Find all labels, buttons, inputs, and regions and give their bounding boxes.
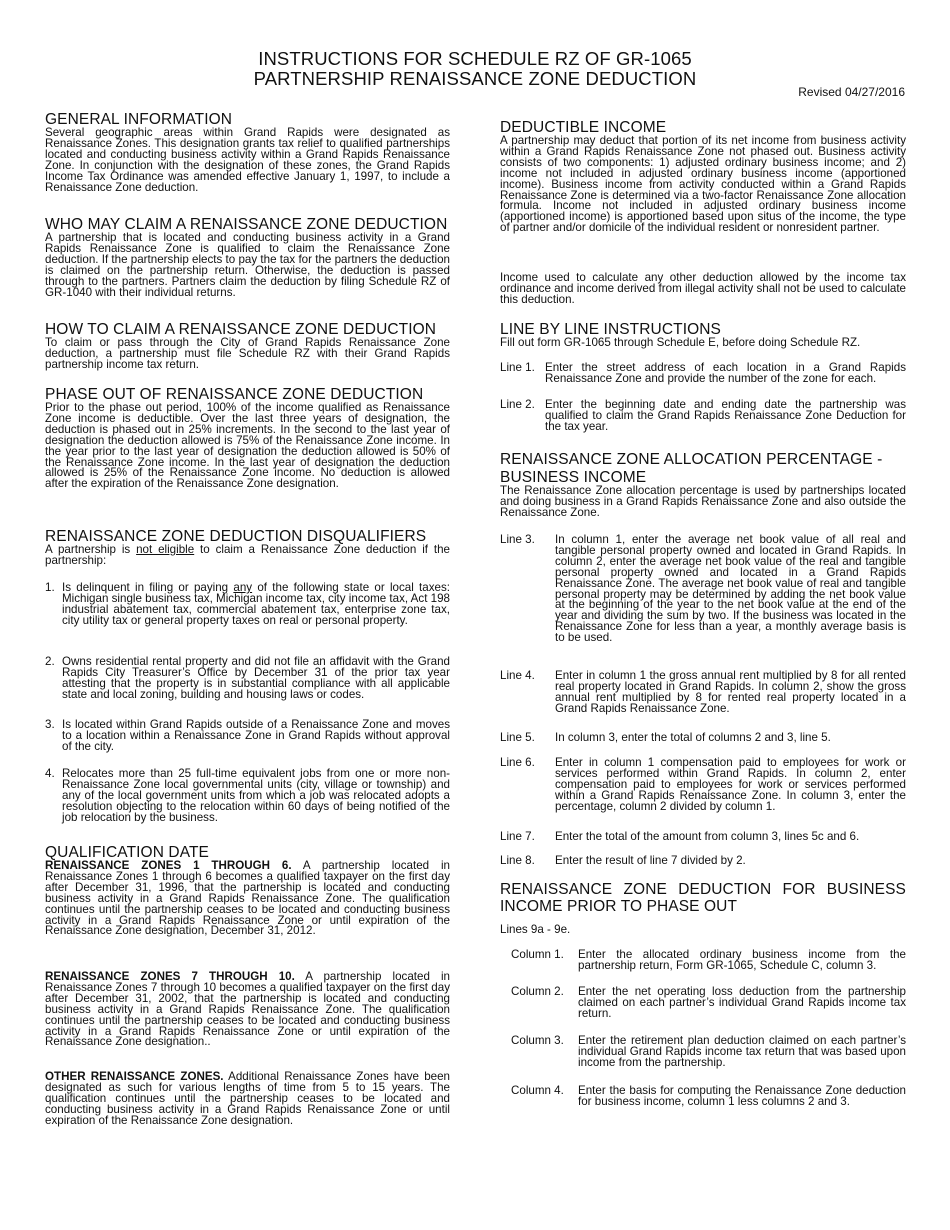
column-instruction [500, 1036, 906, 1069]
line-instruction [500, 535, 906, 644]
column-text: Enter the allocated ordinary business income from the partnership return, Form GR-1065, Schedule C, column 3. [578, 948, 906, 972]
zones-1-6-paragraph: RENAISSANCE ZONES 1 THROUGH 6. A partnership located in Renaissance Zones 1 through 6 becomes a qualified taxpayer on the first day after December 31, 1996, that the partnership is located and conducting business activity in a Grand Rapids Renaissance Zone. The qualification continues until the partnership ceases to be located and conducting business activity in a Grand Rapids Renaissance Zone or until expiration of the Renaissance Zone designation, December 31, 2012. [45, 859, 450, 938]
deductible-income-text: A partnership may deduct that portion of its net income from business activity within a Grand Rapids Renaissance Zone not phased out. Business activity consists of two components: 1) adjusted ordinary business income; and 2) income not included in adjusted ordinary business income (apportioned income). Business income from activity conducted within a Grand Rapids Renaissance Zone is determined via a two-factor Renaissance Zone allocation formula. Income not included in adjusted ordinary business income (apportioned income) is apportioned based upon situs of the income, the type of partner and/or domicile of the individual resident or nonresident partner. [500, 134, 906, 235]
general-information-heading: GENERAL INFORMATION [45, 111, 233, 128]
general-information-section [45, 111, 450, 193]
other-zones-section [45, 1072, 450, 1127]
other-zones-paragraph: OTHER RENAISSANCE ZONES. Additional Renaissance Zones have been designated as such for various lengths of time from 5 to 15 years. The qualification continues until the partnership ceases to be located and conducting business activity in a Grand Rapids Renaissance Zone or until expiration of the Renaissance Zone designation. [45, 1070, 450, 1127]
deductible-income-note-text: Income used to calculate any other deduction allowed by the income tax ordinance and income derived from illegal activity shall not be used to calculate this deduction. [500, 271, 907, 306]
line-number: Line 2. [500, 398, 535, 411]
document-title-line-1: INSTRUCTIONS FOR SCHEDULE RZ OF GR-1065 [258, 48, 692, 69]
line-instruction [500, 856, 906, 867]
disqualifier-number: 1. [45, 581, 55, 594]
disqualifier-item [45, 583, 450, 627]
how-to-claim-text: To claim or pass through the City of Grand Rapids Renaissance Zone deduction, a partnership must file Schedule RZ with their Grand Rapids partnership income tax return. [45, 336, 450, 371]
line-instruction [500, 671, 906, 715]
allocation-percentage-section [500, 451, 906, 519]
line-instruction [500, 400, 906, 433]
allocation-heading-line-1: RENAISSANCE ZONE ALLOCATION PERCENTAGE - [500, 451, 883, 468]
disqualifier-text: Is delinquent in filing or paying any of the following state or local taxes: Michigan single business tax, Michigan income tax, city income tax, Act 198 industrial abatement tax, commercial abatement tax, enterprise zone tax, city utility tax or general property taxes on real or personal property. [62, 581, 450, 627]
line-instruction [500, 363, 906, 385]
column-instruction [500, 987, 906, 1020]
disqualifiers-heading: RENAISSANCE ZONE DEDUCTION DISQUALIFIERS [45, 528, 427, 545]
column-text: Enter the net operating loss deduction from the partnership claimed on each partner’s individual Grand Rapids income tax return. [578, 985, 906, 1020]
disqualifier-item [45, 657, 450, 701]
allocation-heading-line-2: BUSINESS INCOME [500, 469, 647, 486]
revised-date: Revised 04/27/2016 [798, 85, 905, 99]
line-number: Line 5. [500, 731, 535, 744]
zones-7-10-section [45, 972, 450, 1048]
deductible-income-note [500, 273, 906, 306]
lines-9-label: Lines 9a - 9e. [500, 923, 571, 936]
qualification-date-section [45, 844, 450, 937]
line-by-line-text: Fill out form GR-1065 through Schedule E, before doing Schedule RZ. [500, 336, 861, 349]
disqualifier-item [45, 720, 450, 753]
zones-7-10-paragraph: RENAISSANCE ZONES 7 THROUGH 10. A partnership located in Renaissance Zones 7 through 10 becomes a qualified taxpayer on the first day after December 31, 2002, that the partnership is located and conducting business activity in a Grand Rapids Renaissance Zone. The qualification continues until the partnership ceases to be located and conducting business activity in a Grand Rapids Renaissance Zone or until expiration of the Renaissance Zone designation.. [45, 970, 451, 1049]
document-title-line-2: PARTNERSHIP RENAISSANCE ZONE DEDUCTION [253, 68, 697, 89]
column-instruction [500, 950, 906, 972]
column-instruction [500, 1086, 906, 1108]
line-number: Line 1. [500, 361, 535, 374]
who-may-claim-heading: WHO MAY CLAIM A RENAISSANCE ZONE DEDUCTION [45, 216, 448, 233]
line-instruction [500, 758, 906, 813]
line-text: Enter the result of line 7 divided by 2. [555, 854, 746, 867]
line-number: Line 6. [500, 756, 535, 769]
phase-out-heading: PHASE OUT OF RENAISSANCE ZONE DEDUCTION [45, 386, 424, 403]
line-text: Enter the beginning date and ending date the partnership was qualified to claim the Grand Rapids Renaissance Zone Deduction for the tax year. [545, 398, 906, 433]
deductible-income-heading: DEDUCTIBLE INCOME [500, 119, 667, 136]
line-instruction [500, 733, 906, 744]
column-number: Column 4. [511, 1084, 564, 1097]
column-number: Column 2. [511, 985, 564, 998]
line-text: In column 1, enter the average net book value of all real and tangible personal property owned and located in Grand Rapids. In column 2, enter the average net book value of the real and tangible personal property owned and located in a Grand Rapids Renaissance Zone. The average net book value of real and tangible personal property may be determined by adding the net book value at the beginning of the year to the net book value at the end of the year and dividing the sum by two. If the business was located in the Renaissance Zone for less than a year, a monthly average basis is to be used. [555, 533, 906, 645]
rz-deduction-heading-line-2: INCOME PRIOR TO PHASE OUT [500, 898, 738, 915]
disqualifier-number: 4. [45, 767, 55, 780]
qualification-date-heading: QUALIFICATION DATE [45, 844, 209, 861]
column-text: Enter the basis for computing the Renaissance Zone deduction for business income, column 1 less columns 2 and 3. [578, 1084, 906, 1108]
disqualifier-number: 2. [45, 655, 55, 668]
allocation-text: The Renaissance Zone allocation percentage is used by partnerships located and doing business in a Grand Rapids Renaissance Zone and also outside the Renaissance Zone. [500, 484, 906, 519]
column-number: Column 1. [511, 948, 564, 961]
who-may-claim-section [45, 216, 450, 298]
line-text: Enter the street address of each location in a Grand Rapids Renaissance Zone and provide the number of the zone for each. [545, 361, 906, 385]
disqualifiers-section [45, 528, 450, 567]
disqualifiers-intro: A partnership is not eligible to claim a Renaissance Zone deduction if the partnership: [45, 543, 450, 567]
who-may-claim-text: A partnership that is located and conducting business activity in a Grand Rapids Renaissance Zone is qualified to claim the Renaissance Zone deduction. If the partnership elects to pay the tax for the partners the deduction is claimed on the partnership return. Otherwise, the deduction is passed through to the partners. Partners claim the deduction by filing Schedule RZ of GR-1040 with their individual returns. [45, 231, 450, 299]
disqualifier-number: 3. [45, 718, 55, 731]
column-text: Enter the retirement plan deduction claimed on each partner’s individual Grand Rapids income tax return that was based upon income from the partnership. [578, 1034, 906, 1069]
line-by-line-heading: LINE BY LINE INSTRUCTIONS [500, 321, 721, 338]
lines-9-label-block [500, 925, 906, 936]
line-number: Line 4. [500, 669, 535, 682]
deductible-income-section [500, 119, 906, 234]
how-to-claim-heading: HOW TO CLAIM A RENAISSANCE ZONE DEDUCTION [45, 321, 437, 338]
rz-deduction-heading-line-1: RENAISSANCE ZONE DEDUCTION FOR BUSINESS [500, 881, 906, 898]
disqualifier-text: Relocates more than 25 full-time equivalent jobs from one or more non-Renaissance Zone local governmental units (city, village or township) and any of the local government units from which a job was relocated adopts a resolution objecting to the relocation within 60 days of being notified of the job relocation by the business. [62, 767, 450, 824]
not-eligible-underlined: not eligible [136, 543, 195, 556]
line-text: In column 3, enter the total of columns 2 and 3, line 5. [555, 731, 831, 744]
line-text: Enter in column 1 compensation paid to employees for work or services performed within Grand Rapids. In column 2, enter compensation paid to employees for work or services performed within a Grand Rapids Renaissance Zone. In column 3, enter the percentage, column 2 divided by column 1. [555, 756, 906, 813]
rz-deduction-section [500, 881, 906, 915]
line-number: Line 7. [500, 830, 535, 843]
disqualifier-text: Owns residential rental property and did not file an affidavit with the Grand Rapids City Treasurer’s Office by December 31 of the prior tax year attesting that the property is in substantial compliance with all applicable state and local zoning, building and housing laws or codes. [62, 655, 450, 701]
line-by-line-section [500, 321, 906, 349]
column-number: Column 3. [511, 1034, 564, 1047]
how-to-claim-section [45, 321, 450, 371]
general-information-text: Several geographic areas within Grand Rapids were designated as Renaissance Zones. This designation grants tax relief to qualified partnerships located and conducting business activity within a Grand Rapids Renaissance Zone. In conjunction with the designation of these zones, the Grand Rapids Income Tax Ordinance was amended effective January 1, 1997, to include a Renaissance Zone deduction. [45, 126, 450, 194]
disqualifier-text: Is located within Grand Rapids outside of a Renaissance Zone and moves to a location within a Renaissance Zone in Grand Rapids without approval of the city. [62, 718, 450, 753]
phase-out-section [45, 386, 450, 490]
disqualifier-item [45, 769, 450, 824]
phase-out-text: Prior to the phase out period, 100% of the income qualified as Renaissance Zone income is deductible. Over the last three years of designation, the deduction is phased out in 25% increments. In the second to the last year of designation the deduction allowed is 75% of the Renaissance Zone income. In the year prior to the last year of designation the deduction allowed is 50% of the Renaissance Zone income. In the last year of designation the deduction allowed is 25% of the Renaissance Zone income. No deduction is allowed after the expiration of the Renaissance Zone designation. [45, 401, 450, 491]
line-number: Line 3. [500, 533, 535, 546]
line-instruction [500, 832, 906, 843]
line-number: Line 8. [500, 854, 535, 867]
line-text: Enter the total of the amount from column 3, lines 5c and 6. [555, 830, 860, 843]
line-text: Enter in column 1 the gross annual rent multiplied by 8 for all rented real property located in Grand Rapids. In column 2, show the gross annual rent multiplied by 8 for rented real property located in a Grand Rapids Renaissance Zone. [555, 669, 906, 715]
